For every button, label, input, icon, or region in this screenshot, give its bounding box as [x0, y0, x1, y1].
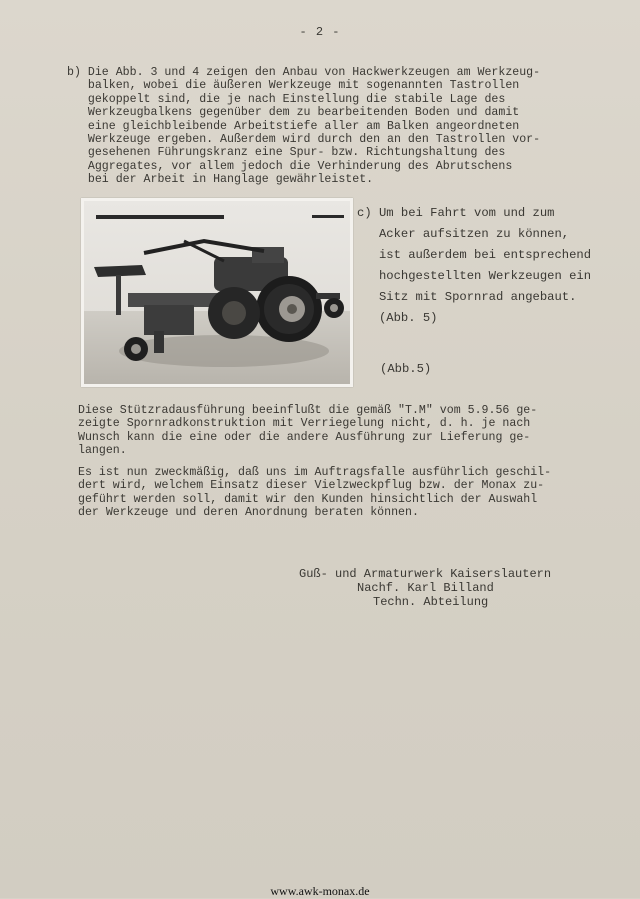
paragraph-stuetzrad: Diese Stützradausführung beeinflußt die gemäß "T.M" vom 5.9.56 ge- zeigte Spornradkonstruktion mit Verriegelung nicht, d. h. je nach Wunsch kann die eine oder die andere Ausführung zur Lieferung ge- langen.	[78, 404, 538, 458]
tractor-photo-image	[84, 201, 350, 384]
footer-url: www.awk-monax.de	[270, 884, 370, 898]
tractor-photo	[81, 198, 353, 387]
paragraph-es: Es ist nun zweckmäßig, daß uns im Auftragsfalle ausführlich geschil- dert wird, welchem Einsatz dieser Vielzweckpflug bzw. der Monax zu- geführt werden soll, damit wir den Kunden hinsichtlich der Auswahl der Werkzeuge und deren Anordnung beraten können.	[78, 466, 552, 520]
photo-caption: (Abb.5)	[380, 362, 432, 376]
signature-department: Techn. Abteilung	[373, 595, 489, 609]
signature-owner: Nachf. Karl Billand	[357, 581, 494, 595]
paragraph-b: b) Die Abb. 3 und 4 zeigen den Anbau von Hackwerkzeugen am Werkzeug- balken, wobei die äußeren Werkzeuge mit sogenannten Tastrollen gekoppelt sind, die je nach Einstellung die stabile Lage des Werkzeugbalkens gegenüber dem zu bearbeitenden Boden und damit eine gleichbleibende Arbeitstiefe aller am Balken angeordneten Werkzeuge ergeben. Außerdem wird durch den an den Tastrollen vor- gesehenen Führungskranz eine Spur- bzw. Richtungshaltung des Aggregates, vor allem jedoch die Verhinderung des Abrutschens bei der Arbeit in Hanglage gewährleistet.	[67, 66, 541, 187]
page-number: - 2 -	[299, 25, 341, 39]
paragraph-c: c) Um bei Fahrt vom und zum Acker aufsitzen zu können, ist außerdem bei entsprechend hochgestellten Werkzeugen ein Sitz mit Spornrad angebaut. (Abb. 5)	[357, 206, 592, 325]
signature-company: Guß- und Armaturwerk Kaiserslautern	[299, 567, 552, 581]
